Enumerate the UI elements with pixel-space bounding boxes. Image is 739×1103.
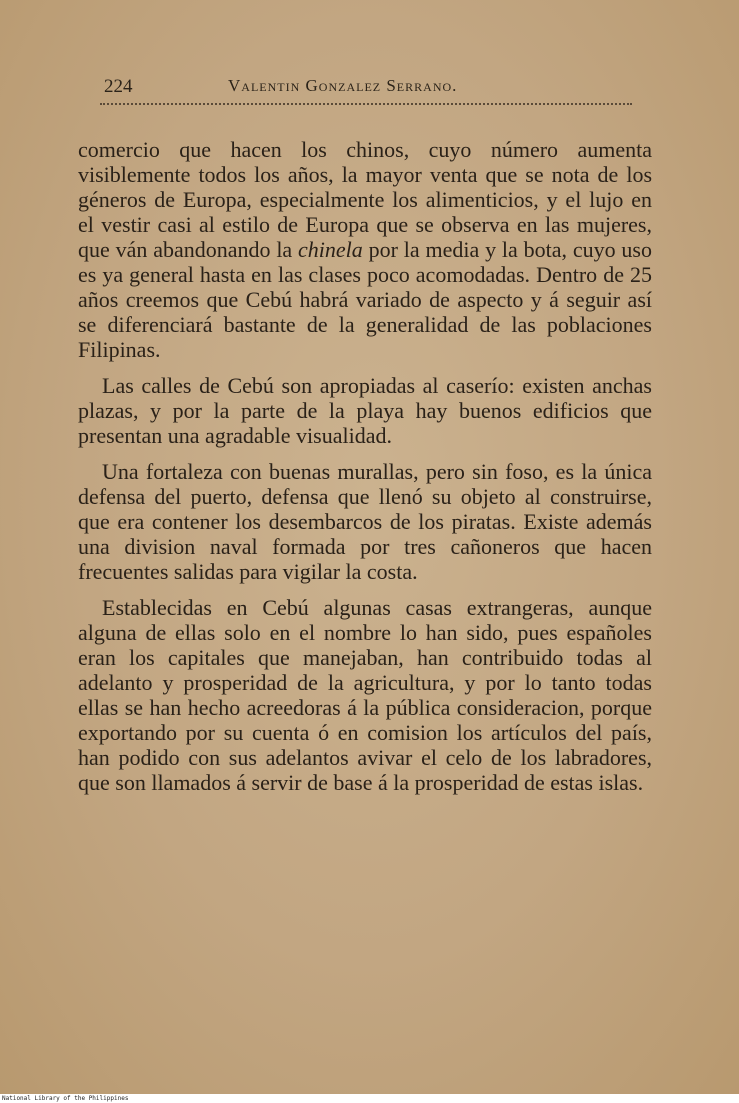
italic-word: chinela <box>298 237 363 262</box>
body-text <box>78 137 652 806</box>
paragraph-4: Establecidas en Cebú algunas casas extrangeras, aunque alguna de ellas solo en el nombre lo han sido, pues españoles eran los capitales que manejaban, han contribuido todas al adelanto y prosperidad de la agricultura, y por lo tanto todas ellas se han hecho acreedoras á la pública consideracion, porque exportando por su cuenta ó en comision los artículos del país, han podido con sus adelantos avivar el celo de los labradores, que son llamados á servir de base á la prosperidad de estas islas. <box>78 595 652 795</box>
paragraph-1 <box>78 137 652 362</box>
scan-credit: National Library of the Philippines <box>2 1095 129 1102</box>
header-rule <box>100 103 632 105</box>
page-number: 224 <box>104 76 133 97</box>
paragraph-3: Una fortaleza con buenas murallas, pero sin foso, es la única defensa del puerto, defensa que llenó su objeto al construirse, que era contener los desembarcos de los piratas. Existe además una division naval formada por tres cañoneros que hacen frecuentes salidas para vigilar la costa. <box>78 459 652 584</box>
paragraph-2: Las calles de Cebú son apropiadas al caserío: existen anchas plazas, y por la parte de la playa hay buenos edificios que presentan una agradable visualidad. <box>78 373 652 448</box>
paragraph-1-text-b: por la media y la bota, cuyo uso es ya general hasta en las clases poco acomodadas. Dentro de 25 años creemos que Cebú habrá variado de aspecto y á seguir así se diferenciará bastante de la generalidad de las poblaciones Filipinas. <box>78 237 652 362</box>
running-title: Valentin Gonzalez Serrano. <box>228 76 458 95</box>
running-head <box>100 76 640 102</box>
paragraph-1-text-a: comercio que hacen los chinos, cuyo número aumenta visiblemente todos los años, la mayor venta que se nota de los géneros de Europa, especialmente los alimenticios, y el lujo en el vestir casi al estilo de Europa que se observa en las mujeres, que ván abandonando la <box>78 137 652 262</box>
